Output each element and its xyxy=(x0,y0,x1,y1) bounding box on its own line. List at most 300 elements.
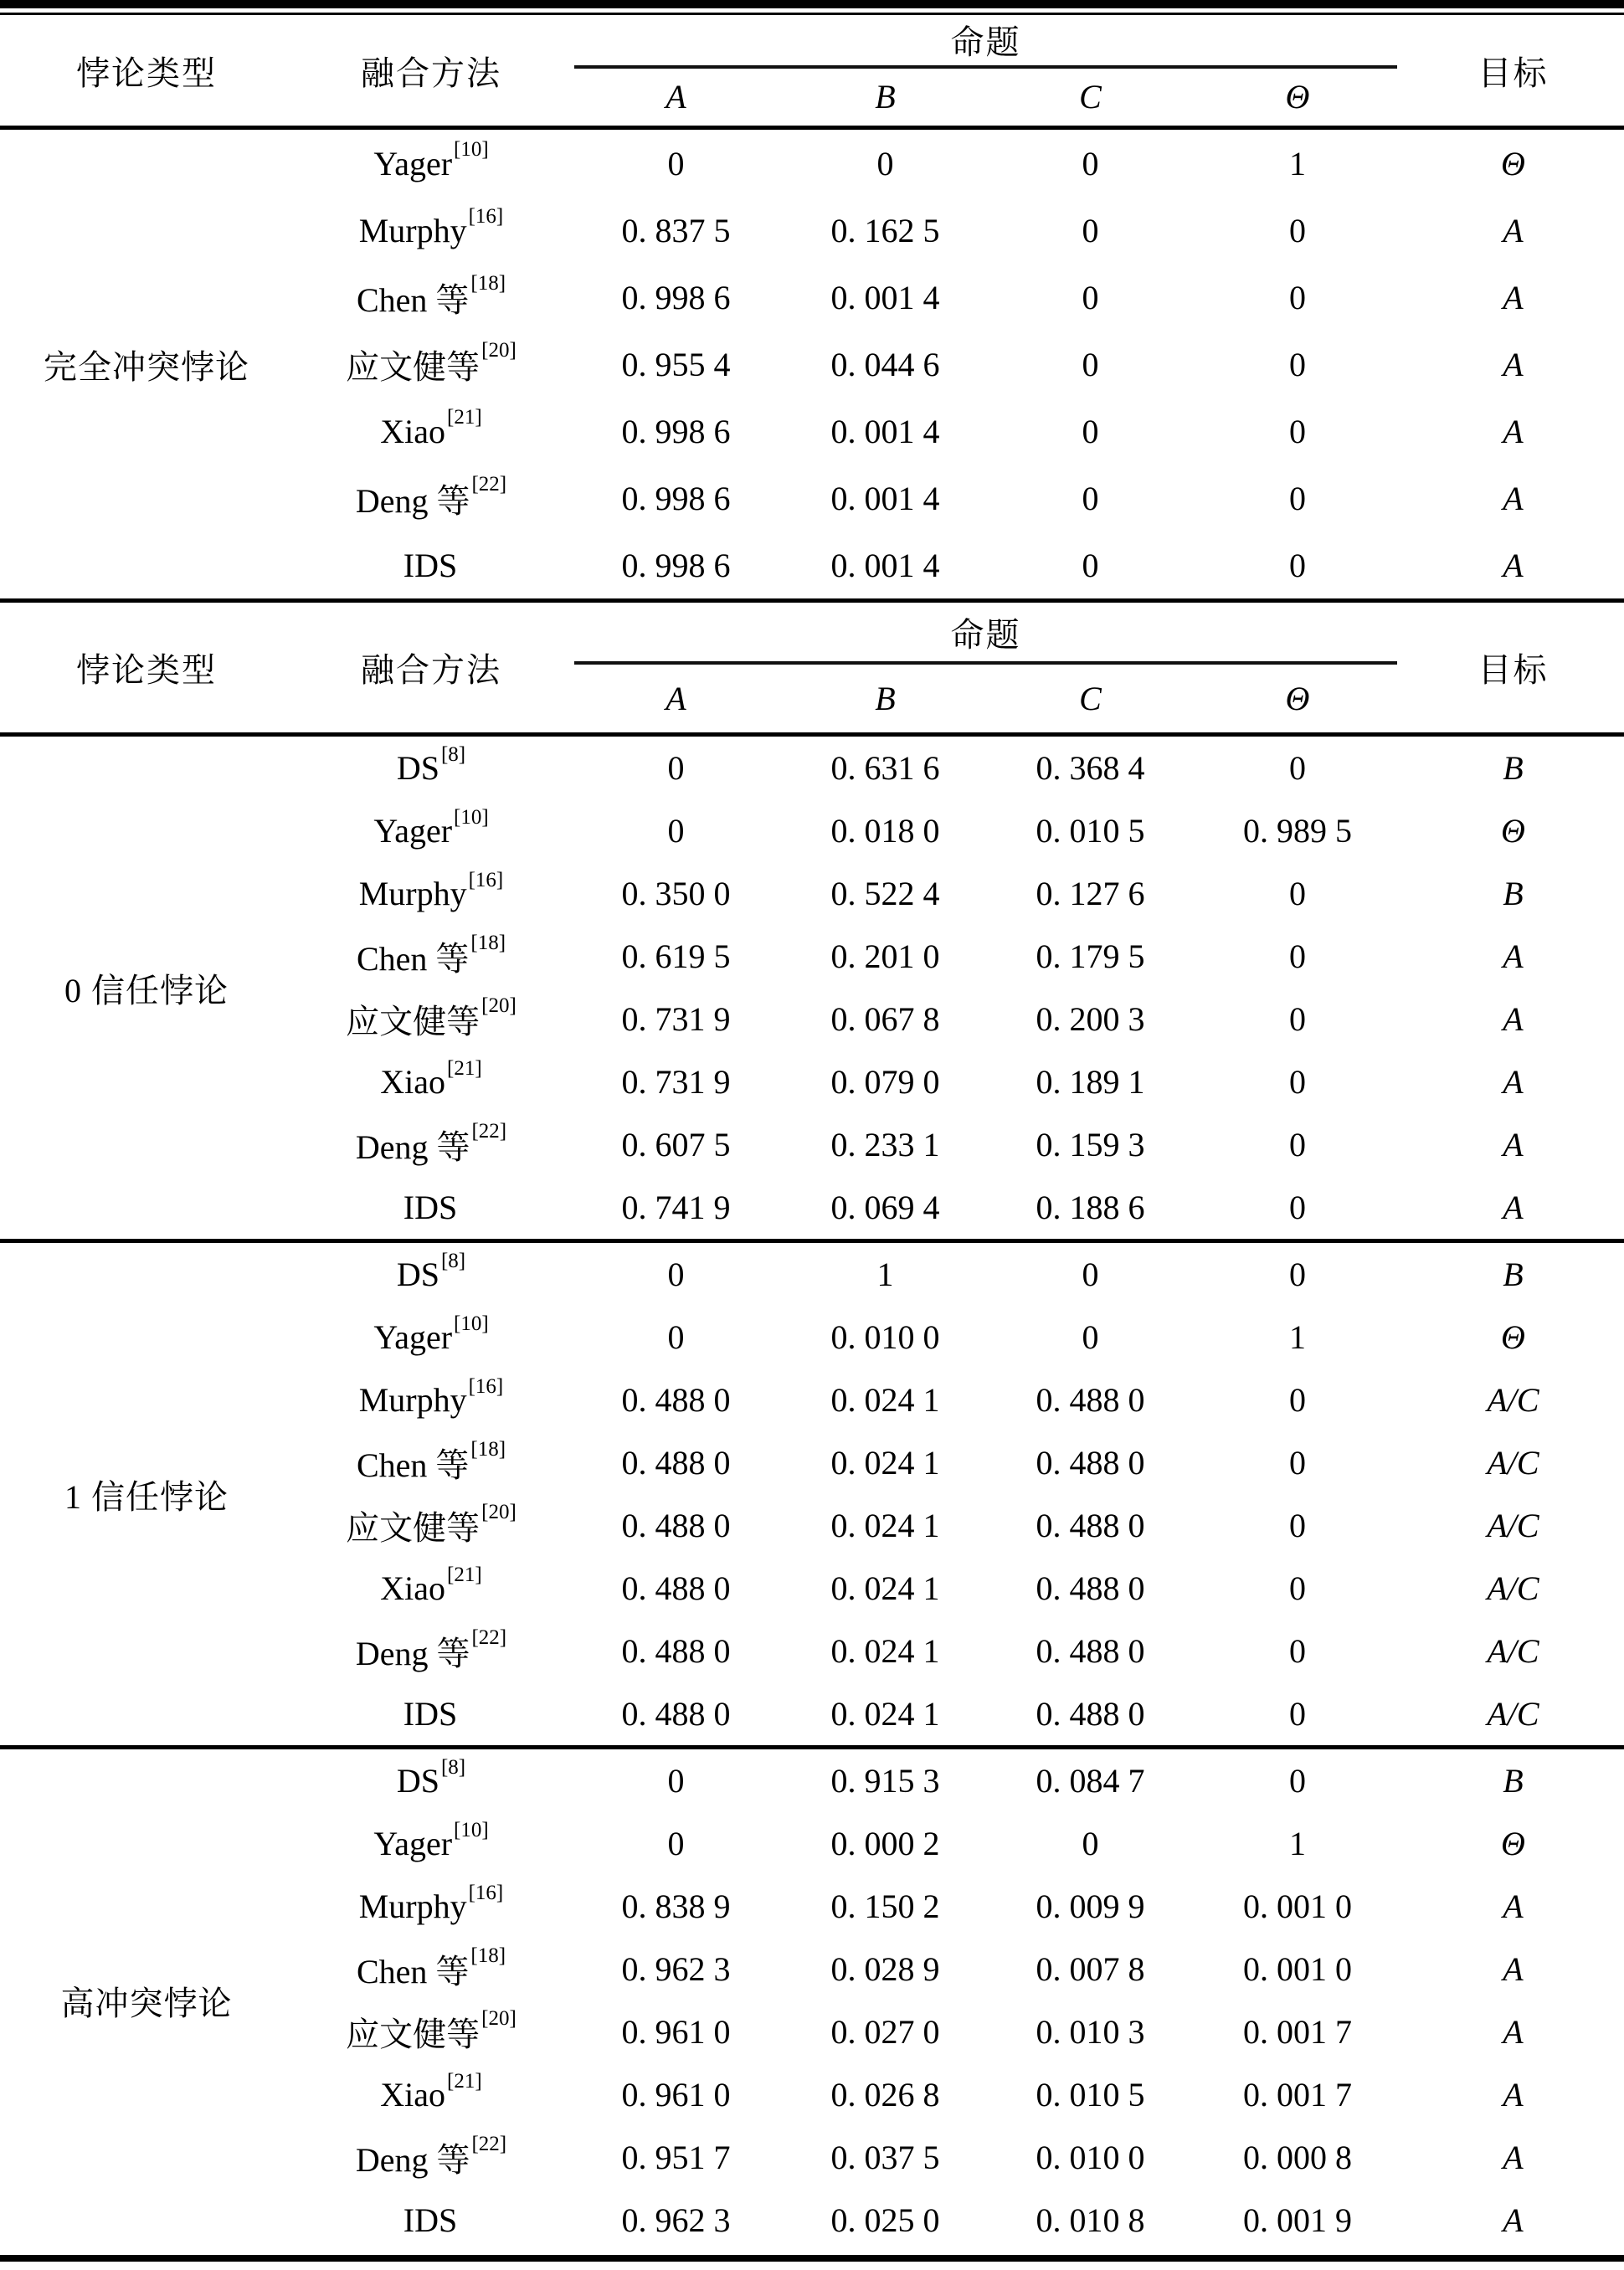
table-row xyxy=(0,799,1624,862)
method-cell: Deng 等 [22] xyxy=(293,465,569,532)
method-cell: Yager [10] xyxy=(373,1312,489,1356)
value-B: 0. 069 4 xyxy=(830,1189,940,1226)
method-name: Deng 等 xyxy=(355,1635,470,1672)
target-cell: A xyxy=(1503,546,1524,584)
paradox-type-spacer xyxy=(0,925,293,988)
value-B: 0. 024 1 xyxy=(830,1632,940,1670)
value-B: 0. 079 0 xyxy=(830,1063,940,1101)
table-row xyxy=(0,1431,1624,1494)
value-A: 0. 488 0 xyxy=(621,1381,731,1419)
value-B: 0. 201 0 xyxy=(830,937,940,975)
paradox-type-spacer xyxy=(0,2063,293,2126)
value-B: 0. 000 2 xyxy=(830,1825,940,1862)
target-cell: B xyxy=(1503,749,1524,787)
target-cell: Θ xyxy=(1501,812,1525,850)
value-Theta: 0 xyxy=(1289,345,1306,383)
method-cell: 应文健等 [20] xyxy=(293,2000,569,2063)
value-C: 0 xyxy=(1082,1256,1099,1293)
value-Theta: 0. 001 9 xyxy=(1243,2201,1352,2239)
proposition-header: 命题 xyxy=(950,23,1021,62)
value-Theta: 0 xyxy=(1289,1256,1306,1293)
method-cell: Yager [10] xyxy=(373,805,489,850)
table-row xyxy=(0,988,1624,1050)
paradox-type-spacer xyxy=(0,1050,293,1113)
paradox-type-spacer xyxy=(0,1812,293,1875)
value-A: 0 xyxy=(667,1318,685,1356)
value-Theta: 0 xyxy=(1289,937,1306,975)
table-row xyxy=(0,1557,1624,1620)
value-Theta: 0 xyxy=(1289,412,1306,450)
value-A: 0. 838 9 xyxy=(621,1887,731,1925)
target-cell: A xyxy=(1503,1887,1524,1925)
table-row xyxy=(0,2189,1624,2252)
target-cell: Θ xyxy=(1501,1825,1525,1862)
paradox-type-spacer xyxy=(0,2189,293,2252)
value-C: 0. 200 3 xyxy=(1036,1000,1145,1038)
paradox-type-header: 悖论类型 xyxy=(76,651,217,689)
method-name: Murphy xyxy=(358,1381,467,1419)
table-row xyxy=(0,1176,1624,1239)
method-cell: Murphy [16] xyxy=(358,1881,504,1925)
value-Theta: 0 xyxy=(1289,278,1306,316)
value-Theta: 0 xyxy=(1289,1632,1306,1670)
value-A: 0. 961 0 xyxy=(621,2076,731,2113)
method-name: Murphy xyxy=(358,1887,467,1925)
value-C: 0. 127 6 xyxy=(1036,875,1145,912)
value-C: 0. 179 5 xyxy=(1036,937,1145,975)
target-cell: A/C xyxy=(1487,1632,1539,1670)
value-A: 0 xyxy=(667,812,685,850)
method-cell: Chen 等 [18] xyxy=(293,925,569,988)
value-A: 0 xyxy=(667,1825,685,1862)
value-Theta: 0 xyxy=(1289,1189,1306,1226)
method-name: IDS xyxy=(403,2201,458,2239)
value-B: 1 xyxy=(876,1256,894,1293)
fusion-method-header: 融合方法 xyxy=(361,54,501,92)
method-name: Xiao xyxy=(380,1063,446,1101)
paradox-type-spacer xyxy=(0,1243,293,1306)
value-B: 0. 025 0 xyxy=(830,2201,940,2239)
target-cell: A/C xyxy=(1487,1381,1539,1419)
method-name: Xiao xyxy=(380,2076,446,2113)
target-cell: A xyxy=(1503,2139,1524,2176)
table-row xyxy=(0,1620,1624,1682)
value-A: 0 xyxy=(667,1256,685,1293)
proposition-group xyxy=(569,603,1402,732)
value-B: 0. 024 1 xyxy=(830,1444,940,1482)
method-name: Chen 等 xyxy=(356,1953,470,1990)
value-A: 0. 955 4 xyxy=(621,345,731,383)
target-cell: A/C xyxy=(1487,1569,1539,1607)
table-row xyxy=(0,862,1624,925)
value-C: 0 xyxy=(1082,1825,1099,1862)
table-row xyxy=(0,2126,1624,2189)
value-B: 0. 028 9 xyxy=(830,1950,940,1988)
method-name: Chen 等 xyxy=(356,1446,470,1484)
method-name: Murphy xyxy=(358,211,467,249)
value-A: 0. 488 0 xyxy=(621,1444,731,1482)
value-Theta: 0 xyxy=(1289,1695,1306,1733)
prop-col-A: A xyxy=(666,78,686,116)
paradox-type-spacer xyxy=(0,1113,293,1176)
method-name: Yager xyxy=(373,144,453,182)
paradox-type-label: 高冲突悖论 xyxy=(60,1984,233,2022)
target-cell: A xyxy=(1503,345,1524,383)
table-row xyxy=(0,1243,1624,1306)
value-A: 0 xyxy=(667,1762,685,1800)
method-cell: Chen 等 [18] xyxy=(293,1431,569,1494)
value-B: 0. 001 4 xyxy=(830,479,940,517)
value-C: 0. 188 6 xyxy=(1036,1189,1145,1226)
target-cell: A/C xyxy=(1487,1444,1539,1482)
fusion-method-header: 融合方法 xyxy=(361,651,501,689)
table-row xyxy=(0,2000,1624,2063)
value-Theta: 0 xyxy=(1289,1444,1306,1482)
method-cell: Yager [10] xyxy=(373,1818,489,1862)
group-rows xyxy=(0,1243,1624,1745)
table-header-1 xyxy=(0,15,1624,130)
value-Theta: 0 xyxy=(1289,1063,1306,1101)
method-cell xyxy=(293,1682,569,1745)
value-A: 0. 998 6 xyxy=(621,479,731,517)
method-cell xyxy=(293,1176,569,1239)
method-cell xyxy=(293,2189,569,2252)
target-cell: A xyxy=(1503,937,1524,975)
value-C: 0. 010 0 xyxy=(1036,2139,1145,2176)
paradox-type-spacer xyxy=(0,1682,293,1745)
value-C: 0. 488 0 xyxy=(1036,1632,1145,1670)
prop-col-B: B xyxy=(875,78,896,116)
method-name: Chen 等 xyxy=(356,280,470,319)
value-C: 0. 010 3 xyxy=(1036,2013,1145,2051)
paradox-type-spacer xyxy=(0,2000,293,2063)
value-Theta: 0. 001 7 xyxy=(1243,2076,1352,2113)
value-A: 0. 998 6 xyxy=(621,278,731,316)
method-cell: DS [8] xyxy=(396,1249,466,1293)
target-header: 目标 xyxy=(1478,651,1549,689)
value-A: 0 xyxy=(667,144,685,182)
paradox-type-label: 0 信任悖论 xyxy=(64,971,229,1009)
value-A: 0. 731 9 xyxy=(621,1063,731,1101)
value-B: 0. 067 8 xyxy=(830,1000,940,1038)
paradox-type-spacer xyxy=(0,2126,293,2189)
value-C: 0. 010 5 xyxy=(1036,812,1145,850)
paradox-type-spacer xyxy=(0,398,293,465)
method-cell: Yager [10] xyxy=(373,138,489,182)
method-name: Yager xyxy=(373,1825,453,1862)
target-cell: A xyxy=(1503,2201,1524,2239)
method-name: IDS xyxy=(403,546,458,584)
value-Theta: 0 xyxy=(1289,546,1306,584)
value-Theta: 1 xyxy=(1289,144,1306,182)
proposition-header: 命题 xyxy=(950,615,1021,654)
target-cell: Θ xyxy=(1501,144,1525,182)
value-B: 0. 024 1 xyxy=(830,1507,940,1544)
method-name: DS xyxy=(396,1256,439,1293)
paradox-type-spacer xyxy=(0,130,293,197)
value-B: 0. 915 3 xyxy=(830,1762,940,1800)
paradox-type-spacer xyxy=(0,1369,293,1431)
method-cell: DS [8] xyxy=(396,742,466,787)
method-name: Deng 等 xyxy=(355,481,470,520)
method-cell: Deng 等 [22] xyxy=(293,1620,569,1682)
method-cell: Chen 等 [18] xyxy=(293,1938,569,2000)
value-Theta: 0. 001 0 xyxy=(1243,1950,1352,1988)
value-A: 0. 350 0 xyxy=(621,875,731,912)
paradox-type-spacer xyxy=(0,1749,293,1812)
value-C: 0 xyxy=(1082,278,1099,316)
value-C: 0. 488 0 xyxy=(1036,1444,1145,1482)
paradox-type-spacer xyxy=(0,1306,293,1369)
table-row xyxy=(0,197,1624,264)
value-B: 0. 001 4 xyxy=(830,412,940,450)
value-C: 0. 488 0 xyxy=(1036,1507,1145,1544)
target-cell: A xyxy=(1503,479,1524,517)
value-B: 0. 018 0 xyxy=(830,812,940,850)
value-Theta: 0 xyxy=(1289,211,1306,249)
table-row xyxy=(0,1749,1624,1812)
target-header: 目标 xyxy=(1478,54,1549,92)
target-cell: A xyxy=(1503,1950,1524,1988)
value-C: 0. 189 1 xyxy=(1036,1063,1145,1101)
value-C: 0 xyxy=(1082,345,1099,383)
method-cell: Chen 等 [18] xyxy=(293,264,569,331)
value-A: 0. 619 5 xyxy=(621,937,731,975)
target-cell: Θ xyxy=(1501,1318,1525,1356)
prop-col-Theta: Θ xyxy=(1285,78,1310,116)
method-name: DS xyxy=(396,749,439,787)
value-A: 0. 488 0 xyxy=(621,1507,731,1544)
paradox-group-zero-trust xyxy=(0,737,1624,1239)
value-Theta: 1 xyxy=(1289,1825,1306,1862)
value-B: 0. 024 1 xyxy=(830,1695,940,1733)
value-B: 0. 631 6 xyxy=(830,749,940,787)
value-Theta: 0 xyxy=(1289,875,1306,912)
table-row xyxy=(0,130,1624,197)
prop-col-C: C xyxy=(1079,680,1102,718)
table-row xyxy=(0,264,1624,331)
paradox-type-spacer xyxy=(0,465,293,532)
value-Theta: 0. 989 5 xyxy=(1243,812,1352,850)
target-cell: A xyxy=(1503,1063,1524,1101)
value-B: 0. 001 4 xyxy=(830,546,940,584)
value-B: 0. 010 0 xyxy=(830,1318,940,1356)
method-cell: Murphy [16] xyxy=(358,868,504,912)
value-A: 0. 731 9 xyxy=(621,1000,731,1038)
value-C: 0. 368 4 xyxy=(1036,749,1145,787)
method-name: Murphy xyxy=(358,875,467,912)
paradox-type-spacer xyxy=(0,1557,293,1620)
paradox-type-spacer xyxy=(0,264,293,331)
method-name: 应文健等 xyxy=(346,1509,481,1547)
paradox-type-header: 悖论类型 xyxy=(76,54,217,92)
paradox-type-spacer xyxy=(0,1620,293,1682)
value-C: 0. 010 5 xyxy=(1036,2076,1145,2113)
value-C: 0. 009 9 xyxy=(1036,1887,1145,1925)
value-A: 0. 488 0 xyxy=(621,1569,731,1607)
method-name: Chen 等 xyxy=(356,940,470,978)
proposition-group xyxy=(569,15,1402,126)
method-cell: Deng 等 [22] xyxy=(293,1113,569,1176)
value-A: 0. 488 0 xyxy=(621,1695,731,1733)
group-rows xyxy=(0,737,1624,1239)
table-row xyxy=(0,331,1624,398)
paradox-type-spacer xyxy=(0,1494,293,1557)
value-A: 0. 961 0 xyxy=(621,2013,731,2051)
method-name: 应文健等 xyxy=(346,347,481,386)
paradox-type-spacer xyxy=(0,1431,293,1494)
value-A: 0. 962 3 xyxy=(621,1950,731,1988)
target-cell: A xyxy=(1503,2013,1524,2051)
table-row xyxy=(0,737,1624,799)
target-cell: A xyxy=(1503,211,1524,249)
value-Theta: 0 xyxy=(1289,1762,1306,1800)
paradox-type-spacer xyxy=(0,197,293,264)
target-cell: A xyxy=(1503,1000,1524,1038)
paradox-type-spacer xyxy=(0,988,293,1050)
value-C: 0. 159 3 xyxy=(1036,1126,1145,1163)
target-cell: B xyxy=(1503,1762,1524,1800)
value-C: 0. 010 8 xyxy=(1036,2201,1145,2239)
value-C: 0 xyxy=(1082,479,1099,517)
value-C: 0 xyxy=(1082,1318,1099,1356)
method-cell: Murphy [16] xyxy=(358,205,504,249)
value-C: 0. 007 8 xyxy=(1036,1950,1145,1988)
value-C: 0 xyxy=(1082,546,1099,584)
method-cell: 应文健等 [20] xyxy=(293,988,569,1050)
method-name: IDS xyxy=(403,1695,458,1733)
table-row xyxy=(0,1306,1624,1369)
value-B: 0. 150 2 xyxy=(830,1887,940,1925)
target-cell: B xyxy=(1503,875,1524,912)
table-row xyxy=(0,1113,1624,1176)
value-A: 0 xyxy=(667,749,685,787)
method-cell: 应文健等 [20] xyxy=(293,331,569,398)
table-row xyxy=(0,1682,1624,1745)
value-Theta: 0 xyxy=(1289,1381,1306,1419)
method-name: Xiao xyxy=(380,1569,446,1607)
value-A: 0. 741 9 xyxy=(621,1189,731,1226)
value-C: 0 xyxy=(1082,412,1099,450)
proposition-subheaders xyxy=(569,665,1402,732)
value-Theta: 0 xyxy=(1289,1507,1306,1544)
value-B: 0. 024 1 xyxy=(830,1381,940,1419)
method-name: DS xyxy=(396,1762,439,1800)
method-name: Deng 等 xyxy=(355,2141,470,2179)
value-A: 0. 488 0 xyxy=(621,1632,731,1670)
target-cell: A xyxy=(1503,2076,1524,2113)
method-cell: DS [8] xyxy=(396,1755,466,1800)
paradox-type-spacer xyxy=(0,799,293,862)
method-cell: Xiao [21] xyxy=(380,1563,482,1607)
value-A: 0. 998 6 xyxy=(621,546,731,584)
method-cell: Xiao [21] xyxy=(380,406,482,450)
method-cell: Deng 等 [22] xyxy=(293,2126,569,2189)
value-B: 0. 001 4 xyxy=(830,278,940,316)
target-cell: A/C xyxy=(1487,1695,1539,1733)
value-B: 0. 522 4 xyxy=(830,875,940,912)
value-Theta: 0 xyxy=(1289,1126,1306,1163)
value-C: 0. 488 0 xyxy=(1036,1695,1145,1733)
value-Theta: 1 xyxy=(1289,1318,1306,1356)
value-Theta: 0. 000 8 xyxy=(1243,2139,1352,2176)
paradox-type-label: 完全冲突悖论 xyxy=(44,347,249,386)
value-Theta: 0. 001 0 xyxy=(1243,1887,1352,1925)
value-Theta: 0 xyxy=(1289,749,1306,787)
value-A: 0. 962 3 xyxy=(621,2201,731,2239)
table-bottom-rule xyxy=(0,2255,1624,2262)
target-cell: A/C xyxy=(1487,1507,1539,1544)
method-cell: Xiao [21] xyxy=(380,1056,482,1101)
value-C: 0. 084 7 xyxy=(1036,1762,1145,1800)
value-Theta: 0. 001 7 xyxy=(1243,2013,1352,2051)
target-cell: B xyxy=(1503,1256,1524,1293)
group-rows xyxy=(0,130,1624,598)
method-name: 应文健等 xyxy=(346,1003,481,1040)
table-row xyxy=(0,1875,1624,1938)
value-Theta: 0 xyxy=(1289,1000,1306,1038)
table-row xyxy=(0,398,1624,465)
paradox-group-one-trust xyxy=(0,1243,1624,1745)
value-C: 0 xyxy=(1082,144,1099,182)
target-cell: A xyxy=(1503,1189,1524,1226)
paradox-type-spacer xyxy=(0,1938,293,2000)
paradox-type-spacer xyxy=(0,331,293,398)
paradox-group-high-conflict xyxy=(0,1749,1624,2252)
prop-col-A: A xyxy=(666,680,686,718)
value-C: 0. 488 0 xyxy=(1036,1381,1145,1419)
target-cell: A xyxy=(1503,1126,1524,1163)
method-name: 应文健等 xyxy=(346,2016,481,2053)
value-Theta: 0 xyxy=(1289,479,1306,517)
value-C: 0. 488 0 xyxy=(1036,1569,1145,1607)
table-row xyxy=(0,1369,1624,1431)
paradox-type-spacer xyxy=(0,862,293,925)
method-cell: 应文健等 [20] xyxy=(293,1494,569,1557)
method-name: IDS xyxy=(403,1189,458,1226)
method-name: Deng 等 xyxy=(355,1128,470,1166)
table-top-rule-thick xyxy=(0,0,1624,8)
paradox-group-complete-conflict xyxy=(0,130,1624,598)
value-Theta: 0 xyxy=(1289,1569,1306,1607)
table-row xyxy=(0,1494,1624,1557)
value-A: 0. 951 7 xyxy=(621,2139,731,2176)
table-row xyxy=(0,925,1624,988)
method-name: Yager xyxy=(373,812,453,850)
prop-col-Theta: Θ xyxy=(1285,680,1310,718)
value-B: 0. 044 6 xyxy=(830,345,940,383)
value-C: 0 xyxy=(1082,211,1099,249)
value-A: 0. 607 5 xyxy=(621,1126,731,1163)
method-cell: Murphy [16] xyxy=(358,1374,504,1419)
paradox-type-spacer xyxy=(0,532,293,598)
table-row xyxy=(0,1938,1624,2000)
table-row xyxy=(0,465,1624,532)
table-row xyxy=(0,1050,1624,1113)
value-B: 0. 233 1 xyxy=(830,1126,940,1163)
paradox-type-label: 1 信任悖论 xyxy=(64,1477,229,1516)
value-B: 0. 162 5 xyxy=(830,211,940,249)
table-row xyxy=(0,2063,1624,2126)
paradox-type-spacer xyxy=(0,737,293,799)
prop-col-C: C xyxy=(1079,78,1102,116)
table-row xyxy=(0,1812,1624,1875)
value-A: 0. 837 5 xyxy=(621,211,731,249)
value-A: 0. 998 6 xyxy=(621,412,731,450)
proposition-subheaders xyxy=(569,69,1402,126)
value-B: 0. 026 8 xyxy=(830,2076,940,2113)
method-name: Yager xyxy=(373,1318,453,1356)
